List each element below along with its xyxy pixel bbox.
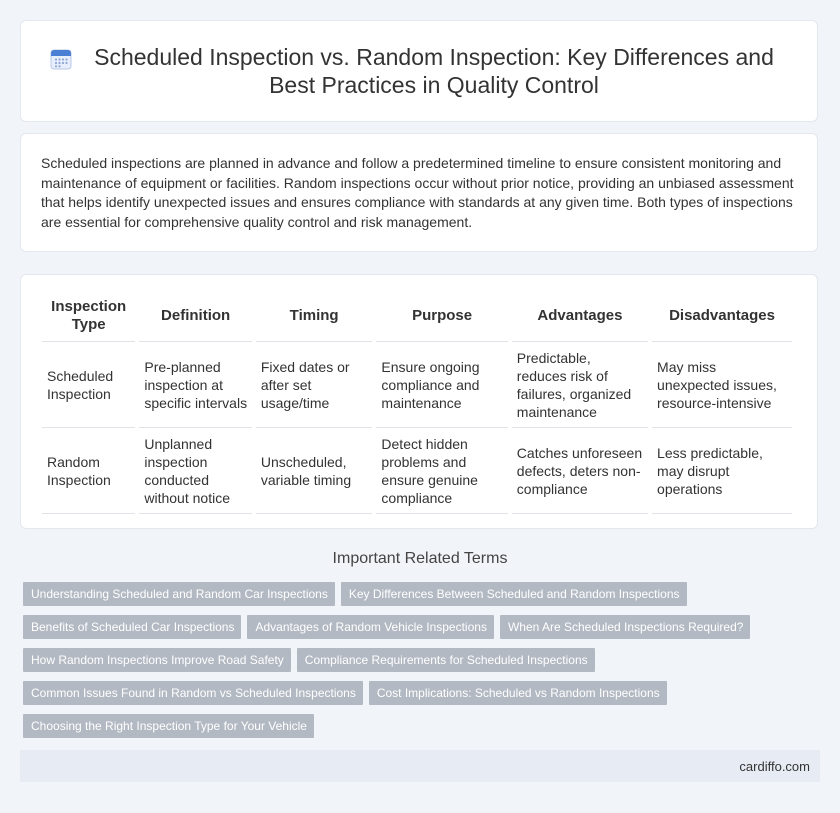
page-title: Scheduled Inspection vs. Random Inspection: Key Differences and Best Practices in Quality Control (94, 44, 774, 98)
related-term-tag[interactable]: Common Issues Found in Random vs Scheduled Inspections (23, 681, 363, 705)
related-term-tag[interactable]: Understanding Scheduled and Random Car Inspections (23, 582, 335, 606)
table-cell: Less predictable, may disrupt operations (652, 428, 792, 514)
related-term-tag[interactable]: When Are Scheduled Inspections Required? (500, 615, 750, 639)
comparison-table-card (20, 274, 818, 529)
column-header: Purpose (376, 293, 507, 342)
table-cell: Unplanned inspection conducted without notice (139, 428, 251, 514)
table-cell: Scheduled Inspection (42, 342, 135, 428)
related-term-tag[interactable]: Benefits of Scheduled Car Inspections (23, 615, 241, 639)
table-cell: May miss unexpected issues, resource-intensive (652, 342, 792, 428)
table-header-row (42, 293, 792, 342)
table-cell: Catches unforeseen defects, deters non-compliance (512, 428, 648, 514)
table-cell: Predictable, reduces risk of failures, organized maintenance (512, 342, 648, 428)
column-header: Definition (139, 293, 251, 342)
header-card (20, 20, 818, 122)
related-term-tag[interactable]: Compliance Requirements for Scheduled Inspections (297, 648, 595, 672)
related-term-tag[interactable]: Key Differences Between Scheduled and Random Inspections (341, 582, 687, 606)
related-terms-list (23, 582, 803, 747)
comparison-table (38, 293, 796, 514)
column-header: Disadvantages (652, 293, 792, 342)
column-header: Inspection Type (42, 293, 135, 342)
table-cell: Unscheduled, variable timing (256, 428, 373, 514)
related-term-tag[interactable]: Cost Implications: Scheduled vs Random Inspections (369, 681, 667, 705)
table-cell: Random Inspection (42, 428, 135, 514)
column-header: Timing (256, 293, 373, 342)
calendar-icon (49, 47, 73, 71)
footer-site-link[interactable]: cardiffo.com (739, 759, 810, 774)
related-term-tag[interactable]: How Random Inspections Improve Road Safety (23, 648, 291, 672)
table-cell: Detect hidden problems and ensure genuine compliance (376, 428, 507, 514)
table-cell: Ensure ongoing compliance and maintenance (376, 342, 507, 428)
intro-text: Scheduled inspections are planned in advance and follow a predetermined timeline to ensure consistent monitoring and maintenance of equipment or facilities. Random inspections occur without prior notice, providing an unbiased assessment that helps identify unexpected issues and ensures compliance with standards at any given time. Both types of inspections are essential for comprehensive quality control and risk management. (41, 155, 794, 230)
related-term-tag[interactable]: Advantages of Random Vehicle Inspections (247, 615, 493, 639)
table-cell: Fixed dates or after set usage/time (256, 342, 373, 428)
intro-card (20, 133, 818, 252)
related-terms-title: Important Related Terms (332, 550, 508, 567)
footer (20, 750, 820, 782)
table-row (42, 342, 792, 428)
column-header: Advantages (512, 293, 648, 342)
table-row (42, 428, 792, 514)
table-cell: Pre-planned inspection at specific intervals (139, 342, 251, 428)
related-term-tag[interactable]: Choosing the Right Inspection Type for Your Vehicle (23, 714, 314, 738)
